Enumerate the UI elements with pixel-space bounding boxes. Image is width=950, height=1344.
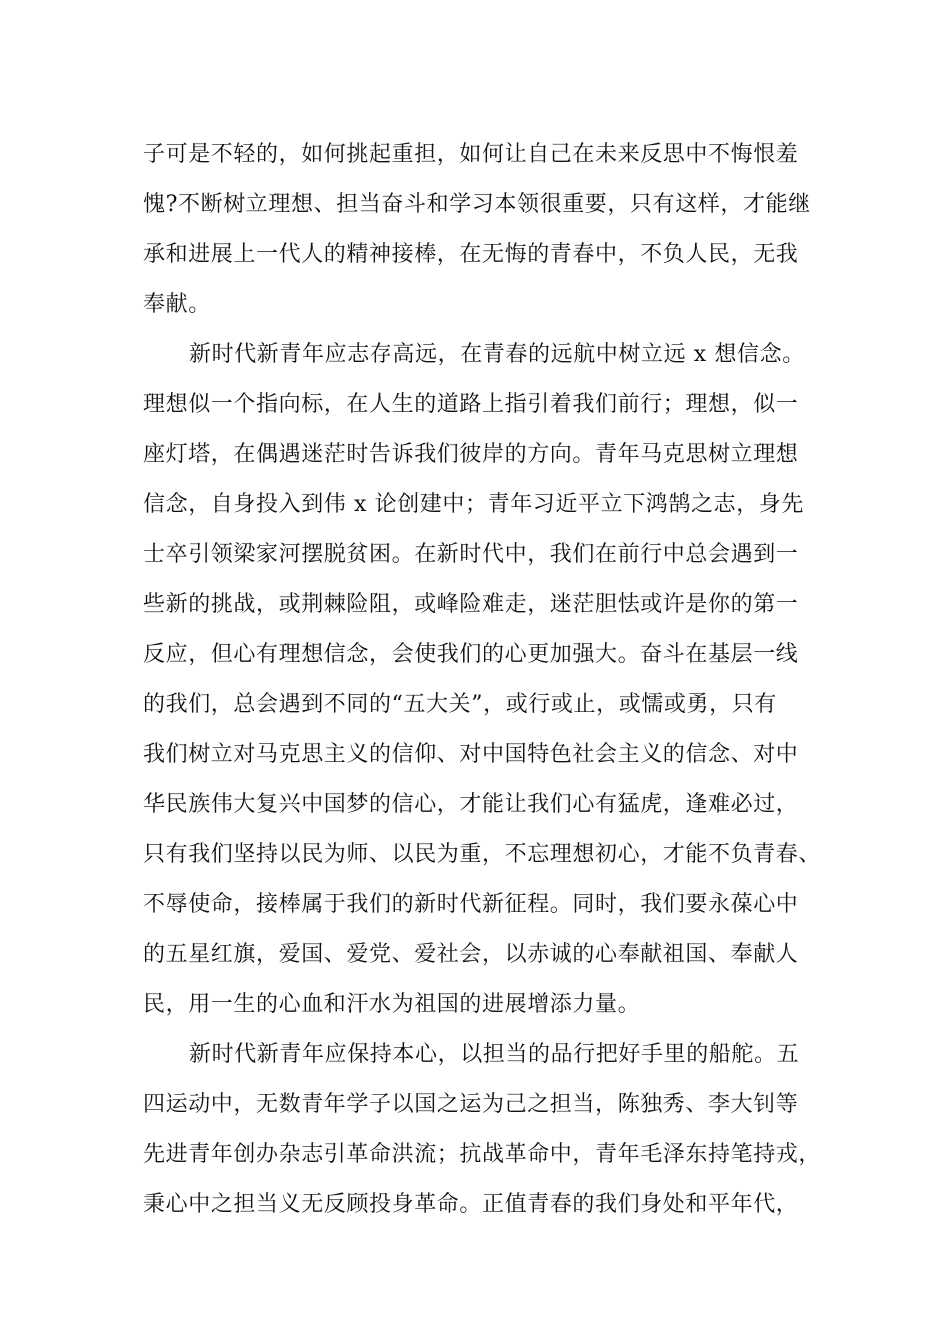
text-line: 只有我们坚持以民为师、以民为重，不忘理想初心，才能不负青春、	[143, 842, 822, 867]
text-line: 奉献。	[143, 292, 211, 317]
text-line: 理想似一个指向标，在人生的道路上指引着我们前行；理想，似一	[143, 392, 799, 417]
text-line: 承和进展上一代人的精神接棒，在无悔的青春中，不负人民，无我	[143, 242, 799, 267]
text-line: 不辱使命，接棒属于我们的新时代新征程。同时，我们要永葆心中	[143, 892, 799, 917]
text-line: 华民族伟大复兴中国梦的信心，才能让我们心有猛虎，逢难必过，	[143, 792, 799, 817]
text-line: 些新的挑战，或荆棘险阻，或峰险难走，迷茫胆怯或许是你的第一	[143, 592, 799, 617]
text-line: 信念，自身投入到伟 x 论创建中；青年习近平立下鸿鹄之志，身先	[143, 492, 804, 517]
text-line: 的我们，总会遇到不同的“五大关”，或行或止，或懦或勇，只有	[143, 692, 777, 717]
text-line: 新时代新青年应保持本心，以担当的品行把好手里的船舵。五	[189, 1042, 800, 1067]
text-line: 先进青年创办杂志引革命洪流；抗战革命中，青年毛泽东持笔持戎，	[143, 1142, 822, 1167]
text-line: 新时代新青年应志存高远，在青春的远航中树立远 x 想信念。	[189, 342, 805, 367]
text-line: 四运动中，无数青年学子以国之运为己之担当，陈独秀、李大钊等	[143, 1092, 799, 1117]
text-line: 士卒引领梁家河摆脱贫困。在新时代中，我们在前行中总会遇到一	[143, 542, 799, 567]
text-line: 子可是不轻的，如何挑起重担，如何让自己在未来反思中不悔恨羞	[143, 142, 799, 167]
text-line: 秉心中之担当义无反顾投身革命。正值青春的我们身处和平年代，	[143, 1192, 799, 1217]
text-line: 愧?不断树立理想、担当奋斗和学习本领很重要，只有这样，才能继	[143, 192, 811, 217]
text-line: 反应，但心有理想信念，会使我们的心更加强大。奋斗在基层一线	[143, 642, 799, 667]
text-line: 的五星红旗，爱国、爱党、爱社会，以赤诚的心奉献祖国、奉献人	[143, 942, 799, 967]
text-line: 民，用一生的心血和汗水为祖国的进展增添力量。	[143, 992, 641, 1017]
document-body	[143, 130, 822, 1230]
text-line: 座灯塔，在偶遇迷茫时告诉我们彼岸的方向。青年马克思树立理想	[143, 442, 799, 467]
text-line: 我们树立对马克思主义的信仰、对中国特色社会主义的信念、对中	[143, 742, 799, 767]
